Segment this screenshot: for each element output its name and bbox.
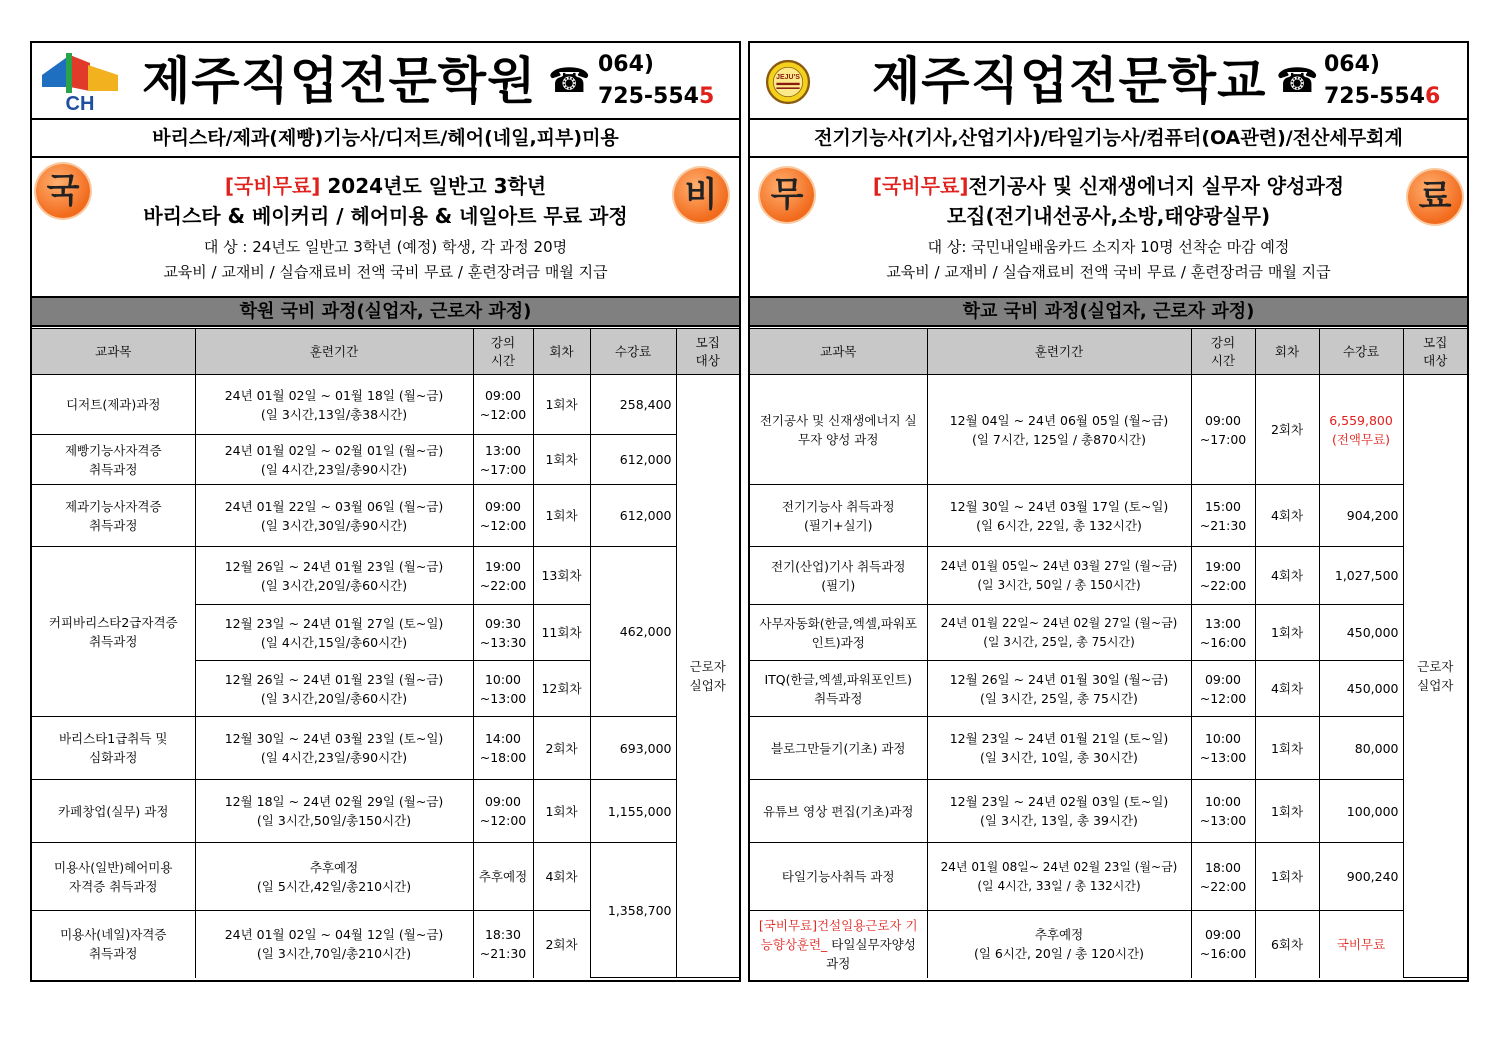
course-round: 4회차 <box>1255 547 1319 605</box>
col-round: 회차 <box>1255 329 1319 375</box>
badge-ryo: 료 <box>1408 170 1462 224</box>
academy-logo-text: CH <box>65 93 95 113</box>
school-rows <box>750 375 1467 978</box>
school-course-table <box>750 328 1467 978</box>
table-row <box>750 717 1467 780</box>
course-fee: 1,155,000 <box>590 780 676 843</box>
course-name: 전기공사 및 신재생에너지 실 무자 양성 과정 <box>750 375 927 485</box>
course-period: 추후예정 (일 6시간, 20일 / 총 120시간) <box>927 911 1191 978</box>
academy-promo-line1: [국비무료] 2024년도 일반고 3학년 <box>224 174 547 198</box>
course-name: 전기기능사 취득과정 (필기+실기) <box>750 485 927 547</box>
col-subject: 교과목 <box>32 329 195 375</box>
course-name: 바리스타1급취득 및 심화과정 <box>32 717 195 780</box>
course-name-highlight: [국비무료]건설일용근로자 기 능향상훈련_ <box>758 917 918 952</box>
course-time: 10:00 ~13:00 <box>1191 780 1255 843</box>
school-phone-area: 064) <box>1324 52 1380 77</box>
school-phone <box>1324 49 1440 113</box>
course-period: 12월 23일 ~ 24년 01월 21일 (토~일) (일 3시간, 10일, 총 30시간) <box>927 717 1191 780</box>
course-round: 2회차 <box>1255 375 1319 485</box>
course-period: 12월 26일 ~ 24년 01월 23일 (월~금) (일 3시간,20일/총60시간) <box>195 661 473 717</box>
course-round: 4회차 <box>533 843 590 911</box>
course-name: 미용사(일반)헤어미용 자격증 취득과정 <box>32 843 195 911</box>
academy-promo-line3: 대 상 : 24년도 일반고 3학년 (예정) 학생, 각 과정 20명 <box>203 238 568 256</box>
col-target: 모집 대상 <box>676 329 739 375</box>
academy-phone-main: 725-554 <box>598 84 699 109</box>
course-period: 12월 23일 ~ 24년 02월 03일 (토~일) (일 3시간, 13일, 총 39시간) <box>927 780 1191 843</box>
course-period: 24년 01월 02일 ~ 01월 18일 (월~금) (일 3시간,13일/총38시간) <box>195 375 473 435</box>
course-time: 09:00 ~17:00 <box>1191 375 1255 485</box>
course-time: 19:00 ~22:00 <box>1191 547 1255 605</box>
school-logo-text: JEJU'S <box>776 73 800 81</box>
course-name: [국비무료]건설일용근로자 기 능향상훈련_ 타일실무자양성 과정 <box>750 911 927 978</box>
course-time: 09:00 ~12:00 <box>473 780 533 843</box>
academy-phone <box>598 49 714 113</box>
school-title: 제주직업전문학교 <box>872 52 1267 110</box>
course-period: 12월 26일 ~ 24년 01월 30일 (월~금) (일 3시간, 25일, 총 75시간) <box>927 661 1191 717</box>
academy-phone-area: 064) <box>598 52 654 77</box>
course-time: 13:00 ~17:00 <box>473 435 533 485</box>
course-period: 24년 01월 08일~ 24년 02월 23일 (월~금) (일 4시간, 33일 / 총 132시간) <box>927 843 1191 911</box>
course-time: 18:30 ~21:30 <box>473 911 533 978</box>
course-round: 11회차 <box>533 605 590 661</box>
course-round: 1회차 <box>1255 605 1319 661</box>
course-name: 제빵기능사자격증 취득과정 <box>32 435 195 485</box>
course-period: 24년 01월 22일~ 24년 02월 27일 (월~금) (일 3시간, 25일, 총 75시간) <box>927 605 1191 661</box>
course-round: 1회차 <box>533 435 590 485</box>
academy-phone-last: 5 <box>698 84 715 109</box>
table-header-row <box>750 329 1467 375</box>
course-target: 근로자 실업자 <box>1403 375 1467 978</box>
course-round: 4회차 <box>1255 661 1319 717</box>
table-row <box>750 661 1467 717</box>
school-promo-tag: [국비무료] <box>872 174 969 198</box>
school-phone-last: 6 <box>1424 84 1441 109</box>
col-subject: 교과목 <box>750 329 927 375</box>
col-time: 강의 시간 <box>1191 329 1255 375</box>
school-header <box>750 43 1467 120</box>
badge-bi: 비 <box>674 168 728 222</box>
course-name: 카페창업(실무) 과정 <box>32 780 195 843</box>
course-name: 타일기능사취득 과정 <box>750 843 927 911</box>
course-fee: 국비무료 <box>1319 911 1403 978</box>
school-promo-line1: [국비무료]전기공사 및 신재생에너지 실무자 양성과정 <box>872 174 1345 198</box>
academy-subtitle: 바리스타/제과(제빵)기능사/디저트/헤어(네일,피부)미용 <box>32 120 739 158</box>
table-row <box>32 435 739 485</box>
course-period: 12월 30일 ~ 24년 03월 17일 (토~일) (일 6시간, 22일, 총 132시간) <box>927 485 1191 547</box>
academy-rows <box>32 375 739 978</box>
course-round: 1회차 <box>533 375 590 435</box>
table-row <box>32 485 739 547</box>
course-period: 24년 01월 22일 ~ 03월 06일 (월~금) (일 3시간,30일/총90시간) <box>195 485 473 547</box>
course-period: 24년 01월 05일~ 24년 03월 27일 (월~금) (일 3시간, 50일 / 총 150시간) <box>927 547 1191 605</box>
course-name: 제과기능사자격증 취득과정 <box>32 485 195 547</box>
school-phone-main: 725-554 <box>1324 84 1425 109</box>
course-fee: 100,000 <box>1319 780 1403 843</box>
col-round: 회차 <box>533 329 590 375</box>
course-time: 09:30 ~13:30 <box>473 605 533 661</box>
col-fee: 수강료 <box>1319 329 1403 375</box>
table-row <box>750 375 1467 485</box>
course-round: 1회차 <box>1255 717 1319 780</box>
school-subtitle: 전기기능사(기사,산업기사)/타일기능사/컴퓨터(OA관련)/전산세무회계 <box>750 120 1467 158</box>
table-row <box>32 717 739 780</box>
table-row <box>750 485 1467 547</box>
school-logo <box>764 51 826 113</box>
table-row <box>32 780 739 843</box>
course-name: 전기(산업)기사 취득과정 (필기) <box>750 547 927 605</box>
table-header-row <box>32 329 739 375</box>
table-row <box>750 843 1467 911</box>
course-period: 12월 26일 ~ 24년 01월 23일 (월~금) (일 3시간,20일/총60시간) <box>195 547 473 605</box>
school-panel <box>748 41 1469 982</box>
course-time: 19:00 ~22:00 <box>473 547 533 605</box>
phone-icon: ☎ <box>1276 61 1319 101</box>
table-row <box>750 911 1467 978</box>
course-time: 15:00 ~21:30 <box>1191 485 1255 547</box>
school-promo-line2: 모집(전기내선공사,소방,태양광실무) <box>946 204 1271 228</box>
course-fee: 900,240 <box>1319 843 1403 911</box>
course-time: 09:00 ~12:00 <box>1191 661 1255 717</box>
table-row <box>32 375 739 435</box>
course-fee: 1,027,500 <box>1319 547 1403 605</box>
course-round: 13회차 <box>533 547 590 605</box>
academy-panel <box>30 41 741 982</box>
course-name: 블로그만들기(기초) 과정 <box>750 717 927 780</box>
course-fee: 450,000 <box>1319 605 1403 661</box>
col-period: 훈련기간 <box>195 329 473 375</box>
course-round: 4회차 <box>1255 485 1319 547</box>
course-time: 13:00 ~16:00 <box>1191 605 1255 661</box>
academy-section-title: 학원 국비 과정(실업자, 근로자 과정) <box>32 296 739 327</box>
course-name: 미용사(네일)자격증 취득과정 <box>32 911 195 978</box>
school-promo-line4: 교육비 / 교재비 / 실습재료비 전액 국비 무료 / 훈련장려금 매월 지급 <box>886 263 1331 281</box>
course-time: 09:00 ~12:00 <box>473 485 533 547</box>
course-target: 근로자 실업자 <box>676 375 739 978</box>
course-fee: 612,000 <box>590 435 676 485</box>
course-fee: 450,000 <box>1319 661 1403 717</box>
course-name: ITQ(한글,엑셀,파워포인트) 취득과정 <box>750 661 927 717</box>
course-period: 12월 30일 ~ 24년 03월 23일 (토~일) (일 4시간,23일/총90시간) <box>195 717 473 780</box>
course-period: 12월 04일 ~ 24년 06월 05일 (월~금) (일 7시간, 125일 / 총870시간) <box>927 375 1191 485</box>
course-fee: 1,358,700 <box>590 843 676 978</box>
course-time: 18:00 ~22:00 <box>1191 843 1255 911</box>
phone-icon: ☎ <box>548 61 591 101</box>
course-period: 24년 01월 02일 ~ 04월 12일 (월~금) (일 3시간,70일/총210시간) <box>195 911 473 978</box>
course-time: 추후예정 <box>473 843 533 911</box>
col-target: 모집 대상 <box>1403 329 1467 375</box>
academy-promo <box>32 158 739 296</box>
course-fee: 258,400 <box>590 375 676 435</box>
table-row <box>32 843 739 911</box>
course-fee: 904,200 <box>1319 485 1403 547</box>
course-round: 12회차 <box>533 661 590 717</box>
course-round: 6회차 <box>1255 911 1319 978</box>
table-row <box>750 780 1467 843</box>
table-row <box>750 547 1467 605</box>
school-section-title: 학교 국비 과정(실업자, 근로자 과정) <box>750 296 1467 327</box>
course-round: 1회차 <box>533 485 590 547</box>
course-fee: 462,000 <box>590 547 676 717</box>
course-fee: 80,000 <box>1319 717 1403 780</box>
course-name: 커피바리스타2급자격증 취득과정 <box>32 547 195 717</box>
course-name: 유튜브 영상 편집(기초)과정 <box>750 780 927 843</box>
course-time: 09:00 ~12:00 <box>473 375 533 435</box>
table-row <box>32 547 739 605</box>
course-time: 14:00 ~18:00 <box>473 717 533 780</box>
course-period: 12월 23일 ~ 24년 01월 27일 (토~일) (일 4시간,15일/총60시간) <box>195 605 473 661</box>
academy-promo-line2: 바리스타 & 베이커리 / 헤어미용 & 네일아트 무료 과정 <box>143 204 628 228</box>
badge-guk: 국 <box>36 164 90 218</box>
course-name: 사무자동화(한글,엑셀,파워포 인트)과정 <box>750 605 927 661</box>
table-row <box>750 605 1467 661</box>
course-period: 추후예정 (일 5시간,42일/총210시간) <box>195 843 473 911</box>
badge-mu: 무 <box>760 168 814 222</box>
course-time: 10:00 ~13:00 <box>1191 717 1255 780</box>
academy-title: 제주직업전문학원 <box>142 52 537 110</box>
course-round: 2회차 <box>533 717 590 780</box>
col-fee: 수강료 <box>590 329 676 375</box>
academy-logo <box>40 51 120 113</box>
col-period: 훈련기간 <box>927 329 1191 375</box>
course-round: 1회차 <box>533 780 590 843</box>
school-promo-line3: 대 상: 국민내일배움카드 소지자 10명 선착순 마감 예정 <box>927 238 1290 256</box>
course-fee: 612,000 <box>590 485 676 547</box>
course-time: 09:00 ~16:00 <box>1191 911 1255 978</box>
course-period: 12월 18일 ~ 24년 02월 29일 (월~금) (일 3시간,50일/총150시간) <box>195 780 473 843</box>
course-round: 2회차 <box>533 911 590 978</box>
academy-header <box>32 43 739 120</box>
academy-promo-tag: [국비무료] <box>224 174 321 198</box>
academy-promo-line4: 교육비 / 교재비 / 실습재료비 전액 국비 무료 / 훈련장려금 매월 지급 <box>163 263 608 281</box>
course-round: 1회차 <box>1255 780 1319 843</box>
course-period: 24년 01월 02일 ~ 02월 01일 (월~금) (일 4시간,23일/총90시간) <box>195 435 473 485</box>
course-name: 디저트(제과)과정 <box>32 375 195 435</box>
course-fee: 6,559,800 (전액무료) <box>1319 375 1403 485</box>
col-time: 강의 시간 <box>473 329 533 375</box>
school-promo <box>750 158 1467 296</box>
academy-course-table <box>32 328 739 978</box>
course-round: 1회차 <box>1255 843 1319 911</box>
course-fee: 693,000 <box>590 717 676 780</box>
course-time: 10:00 ~13:00 <box>473 661 533 717</box>
